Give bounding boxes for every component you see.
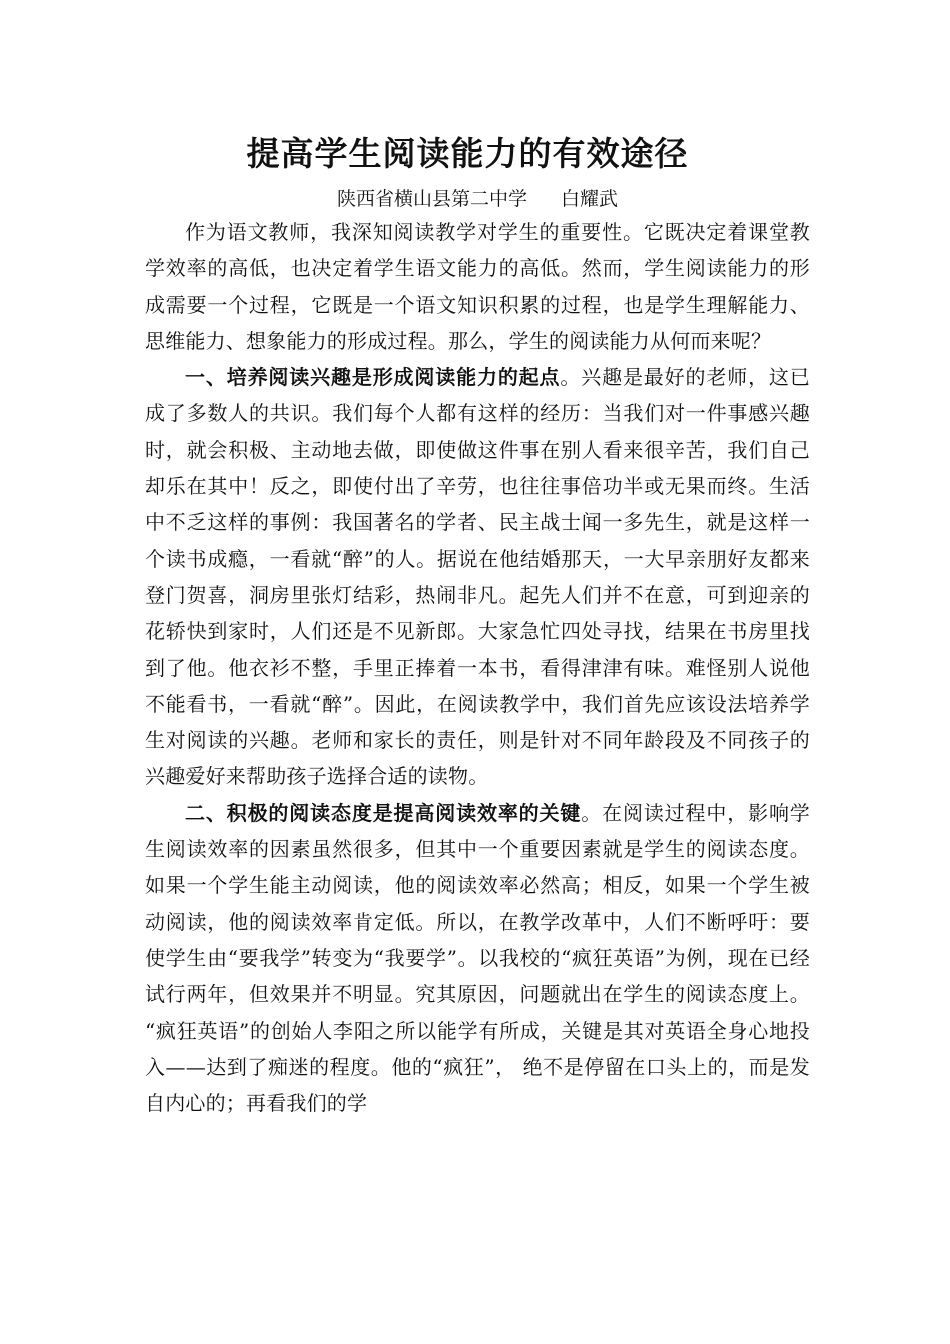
paragraph-section-2 (145, 795, 810, 1122)
author-name: 白耀武 (561, 188, 619, 210)
paragraph-section-1 (145, 359, 810, 795)
document-title: 提高学生阅读能力的有效途径 (246, 134, 689, 173)
section-heading-1: 一、培养阅读兴趣是形成阅读能力的起点 (185, 365, 561, 390)
byline (145, 184, 810, 214)
paragraph-text: 作为语文教师，我深知阅读教学对学生的重要性。它既决定着课堂教学效率的高低，也决定着学生语文能力的高低。然而，学生阅读能力的形成需要一个过程，它既是一个语文知识积累的过程，也是学生理解能力、思维能力、想象能力的形成过程。那么，学生的阅读能力从何而来呢？ (145, 220, 810, 353)
paragraph-intro (145, 214, 810, 359)
author-school: 陕西省横山县第二中学 (336, 188, 527, 210)
section-heading-2: 二、积极的阅读态度是提高阅读效率的关键 (185, 800, 582, 825)
paragraph-text: 。在阅读过程中，影响学生阅读效率的因素虽然很多，但其中一个重要因素就是学生的阅读态度。如果一个学生能主动阅读，他的阅读效率必然高；相反，如果一个学生被动阅读，他的阅读效率肯定低。所以，在教学改革中，人们不断呼吁：要使学生由“要我学”转变为“我要学”。以我校的“疯狂英语”为例，现在已经试行两年，但效果并不明显。究其原因，问题就出在学生的阅读态度上。 “疯狂英语”的创始人李阳之所以能学有所成，关键是其对英语全身心地投入——达到了痴迷的程度。他的“疯狂”， 绝不是停留在口头上的，而是发自内心的；再看我们的学 (145, 800, 810, 1116)
paragraph-text: 。兴趣是最好的老师，这已成了多数人的共识。我们每个人都有这样的经历：当我们对一件事感兴趣时，就会积极、主动地去做，即使做这件事在别人看来很辛苦，我们自己却乐在其中！反之，即使付出了辛劳，也往往事倍功半或无果而终。生活中不乏这样的事例：我国著名的学者、民主战士闻一多先生，就是这样一个读书成瘾，一看就“醉”的人。据说在他结婚那天，一大早亲朋好友都来登门贺喜，洞房里张灯结彩，热闹非凡。起先人们并不在意，可到迎亲的花轿快到家时，人们还是不见新郎。大家急忙四处寻找，结果在书房里找到了他。他衣衫不整，手里正捧着一本书，看得津津有味。难怪别人说他不能看书，一看就“醉”。因此，在阅读教学中，我们首先应该设法培养学生对阅读的兴趣。老师和家长的责任，则是针对不同年龄段及不同孩子的兴趣爱好来帮助孩子选择合适的读物。 (145, 365, 810, 789)
